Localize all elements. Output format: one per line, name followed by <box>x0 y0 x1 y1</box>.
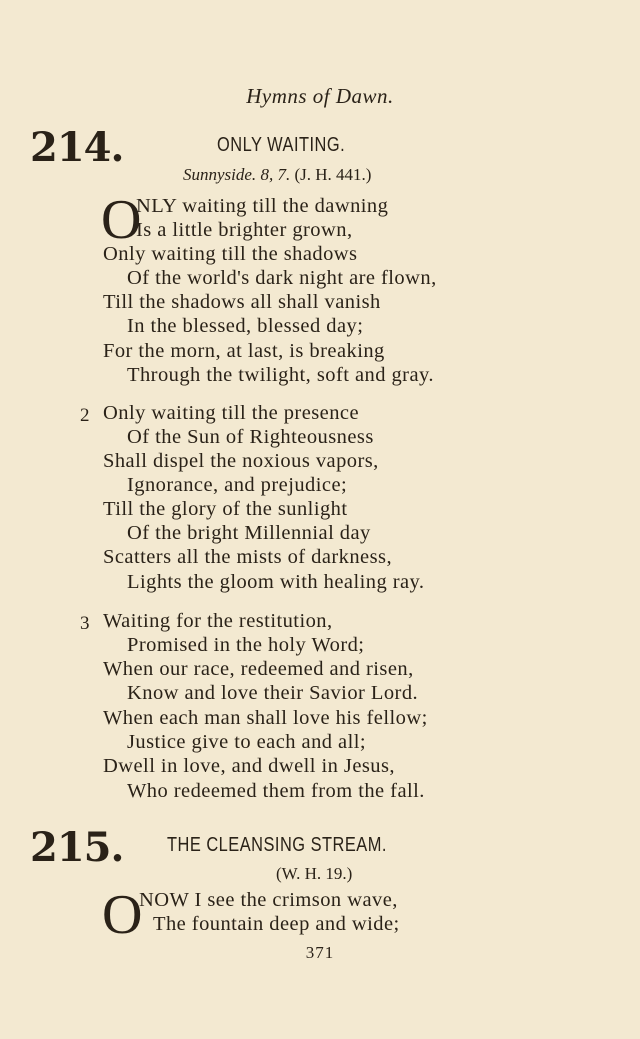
hymn-215-number: 215. <box>30 824 124 871</box>
stanza-line: Justice give to each and all; <box>127 731 367 753</box>
stanza-line: NOW I see the crimson wave, <box>139 889 398 911</box>
hymn-215-ref: (W. H. 19.) <box>276 864 353 883</box>
stanza-line: Only waiting till the shadows <box>103 243 358 265</box>
stanza-line: Scatters all the mists of darkness, <box>103 546 393 568</box>
stanza-number: 2 <box>80 405 90 426</box>
stanza-line: Who redeemed them from the fall. <box>127 780 425 802</box>
stanza-line: Know and love their Savior Lord. <box>127 682 419 704</box>
stanza-line: Only waiting till the presence <box>103 402 360 424</box>
stanza-line: Lights the gloom with healing ray. <box>127 571 425 593</box>
hymn-215-drop-cap: O <box>102 884 143 946</box>
stanza-line: Of the bright Millennial day <box>127 522 371 544</box>
tune-name: Sunnyside. <box>183 165 257 184</box>
stanza-line: Waiting for the restitution, <box>103 610 333 632</box>
stanza-line: Is a little brighter grown, <box>136 219 353 241</box>
stanza-line: The fountain deep and wide; <box>153 913 400 935</box>
stanza-line: When our race, redeemed and risen, <box>103 658 414 680</box>
stanza-line: Of the Sun of Righteousness <box>127 426 374 448</box>
stanza-line: Promised in the holy Word; <box>127 634 365 656</box>
tune-meter: 8, 7. <box>260 165 291 184</box>
stanza-line: Till the shadows all shall vanish <box>103 291 381 313</box>
stanza-line: Ignorance, and prejudice; <box>127 474 348 496</box>
tune-ref: (J. H. 441.) <box>294 165 372 184</box>
hymn-214-tune-line <box>183 165 371 185</box>
stanza-line: Dwell in love, and dwell in Jesus, <box>103 755 396 777</box>
hymn-214-drop-cap: O <box>101 189 142 251</box>
page-number: 371 <box>305 943 335 962</box>
stanza-line: Till the glory of the sunlight <box>103 498 348 520</box>
hymn-214-title: ONLY WAITING. <box>217 134 346 156</box>
running-head: Hymns of Dawn. <box>246 84 394 108</box>
stanza-line: Through the twilight, soft and gray. <box>127 364 434 386</box>
stanza-line: Of the world's dark night are flown, <box>127 267 437 289</box>
hymn-214-number: 214. <box>30 124 124 171</box>
stanza-number: 3 <box>80 613 90 634</box>
hymn-215-title: THE CLEANSING STREAM. <box>167 834 387 856</box>
stanza-line: Shall dispel the noxious vapors, <box>103 450 379 472</box>
stanza-line: When each man shall love his fellow; <box>103 707 428 729</box>
stanza-line: For the morn, at last, is breaking <box>103 340 385 362</box>
stanza-line: In the blessed, blessed day; <box>127 315 364 337</box>
stanza-line: NLY waiting till the dawning <box>136 195 389 217</box>
